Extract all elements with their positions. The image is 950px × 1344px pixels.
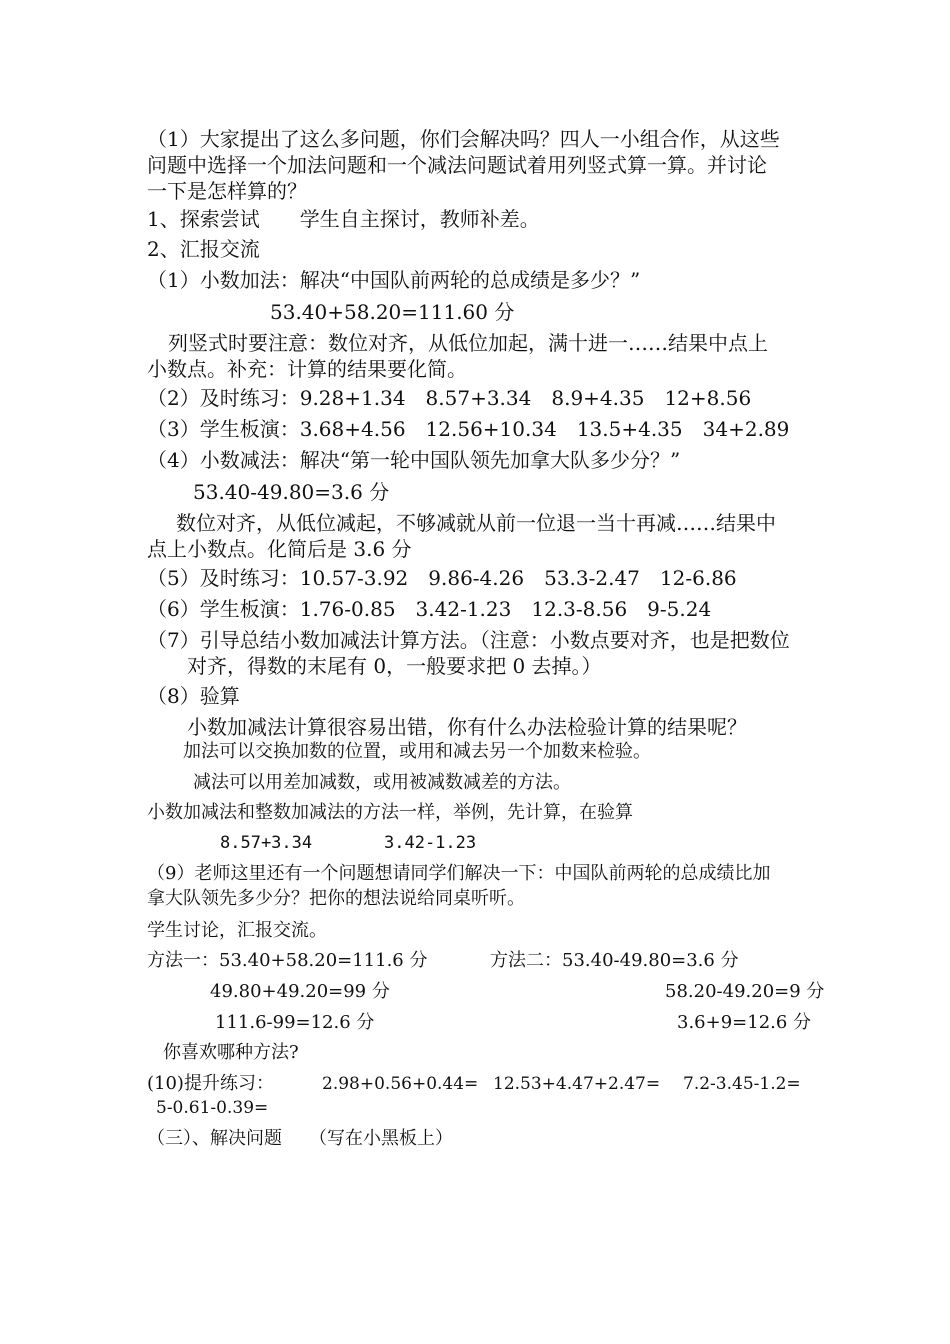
exercise-expression: 7.2-3.45-1.2=	[683, 1074, 801, 1094]
paragraph-line: 一下是怎样算的？	[147, 179, 307, 203]
method-two-line: 3.6+9=12.6 分	[677, 1012, 812, 1033]
example-expression: 3.42-1.23	[384, 833, 477, 853]
paragraph-line: 列竖式时要注意：数位对齐，从低位加起，满十进一……结果中点上	[168, 331, 768, 355]
exercise-expression: 12.53+4.47+2.47=	[493, 1074, 661, 1094]
paragraph-line: 数位对齐，从低位减起，不够减就从前一位退一当十再减……结果中	[176, 511, 776, 535]
exercise-line: （2）及时练习：9.28+1.34 8.57+3.34 8.9+4.35 12+8.56	[147, 386, 752, 410]
paragraph-line: （1）大家提出了这么多问题，你们会解决吗？四人一小组合作，从这些	[147, 127, 780, 151]
exercise-line: （6）学生板演：1.76-0.85 3.42-1.23 12.3-8.56 9-5.24	[147, 597, 712, 621]
paragraph-line: （7）引导总结小数加减法计算方法。（注意：小数点要对齐，也是把数位	[147, 628, 790, 652]
paragraph-line: 拿大队领先多少分？把你的想法说给同桌听听。	[147, 888, 525, 909]
paragraph-line: 你喜欢哪种方法?	[163, 1042, 299, 1063]
equation: 53.40+58.20=111.60 分	[270, 300, 515, 324]
paragraph-line: 学生讨论，汇报交流。	[147, 920, 327, 941]
paragraph-line: 点上小数点。化简后是 3.6 分	[147, 537, 412, 561]
paragraph-line: 减法可以用差加减数，或用被减数减差的方法。	[193, 772, 571, 793]
paragraph-line: （4）小数减法：解决“第一轮中国队领先加拿大队多少分？”	[147, 448, 681, 472]
paragraph-line: 问题中选择一个加法问题和一个减法问题试着用列竖式算一算。并讨论	[147, 153, 767, 177]
exercise-expression: 2.98+0.56+0.44=	[322, 1074, 479, 1094]
section-heading: （8）验算	[147, 684, 240, 708]
equation: 53.40-49.80=3.6 分	[193, 480, 390, 504]
paragraph-line: 对齐，得数的末尾有 0，一般要求把 0 去掉。）	[187, 654, 602, 678]
paragraph-line: 加法可以交换加数的位置，或用和减去另一个加数来检验。	[183, 741, 651, 762]
paragraph-line: 小数加减法计算很容易出错，你有什么办法检验计算的结果呢？	[187, 715, 747, 739]
method-one-line: 方法一：53.40+58.20=111.6 分	[147, 950, 428, 971]
method-two-line: 58.20-49.20=9 分	[665, 981, 825, 1002]
section-heading: （三）、解决问题 （写在小黑板上）	[147, 1128, 453, 1149]
paragraph-line: （9）老师这里还有一个问题想请同学们解决一下：中国队前两轮的总成绩比加	[147, 863, 771, 884]
paragraph-line: 小数点。补充：计算的结果要化简。	[147, 357, 467, 381]
section-heading: 1、探索尝试 学生自主探讨，教师补差。	[147, 207, 540, 231]
exercise-line: （3）学生板演：3.68+4.56 12.56+10.34 13.5+4.35 34+2.89	[147, 417, 790, 441]
exercise-label: (10)提升练习：	[147, 1073, 274, 1094]
section-heading: 2、汇报交流	[147, 237, 260, 261]
method-two-line: 方法二：53.40-49.80=3.6 分	[490, 950, 739, 971]
exercise-line: （5）及时练习：10.57-3.92 9.86-4.26 53.3-2.47 12-6.86	[147, 566, 737, 590]
paragraph-line: （1）小数加法：解决“中国队前两轮的总成绩是多少？”	[147, 268, 641, 292]
method-one-line: 111.6-99=12.6 分	[215, 1012, 375, 1033]
method-one-line: 49.80+49.20=99 分	[210, 981, 390, 1002]
exercise-expression: 5-0.61-0.39=	[156, 1098, 269, 1118]
example-expression: 8.57+3.34	[220, 833, 313, 853]
paragraph-line: 小数加减法和整数加减法的方法一样，举例，先计算，在验算	[147, 802, 633, 823]
